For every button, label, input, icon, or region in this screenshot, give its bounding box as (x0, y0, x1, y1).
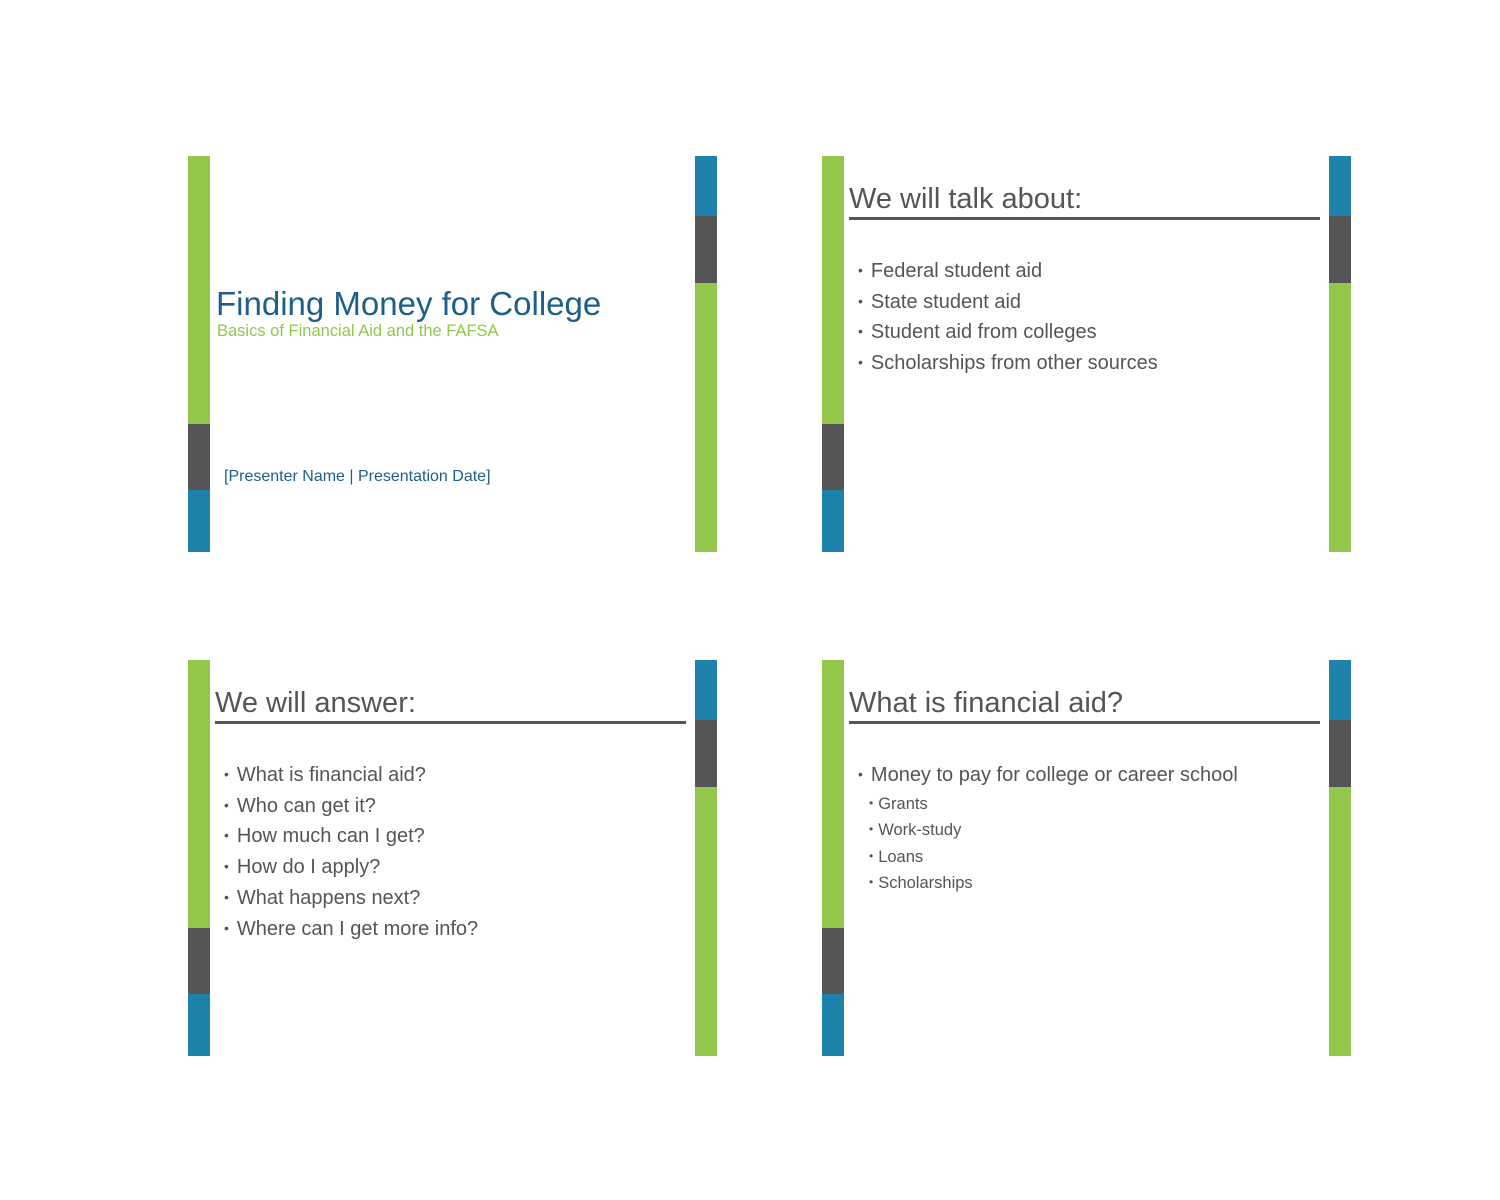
presentation-subtitle: Basics of Financial Aid and the FAFSA (217, 322, 499, 340)
bullet-item: • How much can I get? (224, 822, 478, 853)
bar-segment-gray (695, 216, 717, 283)
bar-segment-blue (695, 156, 717, 216)
bar-segment-blue (695, 660, 717, 720)
bullet-item: • State student aid (858, 288, 1158, 319)
slide-heading: We will talk about: (849, 182, 1320, 220)
bar-segment-green (822, 660, 844, 928)
slide-talk-about (822, 156, 1351, 552)
bar-segment-green (1329, 283, 1351, 552)
sub-bullet-item: • Work-study (858, 818, 1238, 845)
bullet-list (858, 257, 1158, 380)
bar-segment-gray (1329, 216, 1351, 283)
bullet-item: • What happens next? (224, 884, 478, 915)
bar-segment-gray (822, 928, 844, 994)
bullet-item: • What is financial aid? (224, 761, 478, 792)
bar-segment-green (1329, 787, 1351, 1056)
bullet-item: • Money to pay for college or career school (858, 761, 1238, 792)
bullet-item: • Where can I get more info? (224, 915, 478, 946)
bullet-item: • Student aid from colleges (858, 318, 1158, 349)
bar-segment-green (695, 283, 717, 552)
slide-heading: We will answer: (215, 686, 686, 724)
bullet-item: • Who can get it? (224, 792, 478, 823)
sub-bullet-item: • Loans (858, 845, 1238, 872)
sub-bullet-item: • Grants (858, 792, 1238, 819)
bar-segment-blue (1329, 156, 1351, 216)
bar-segment-blue (188, 994, 210, 1056)
bar-segment-gray (188, 928, 210, 994)
slide-heading: What is financial aid? (849, 686, 1320, 724)
bar-segment-gray (1329, 720, 1351, 787)
bullet-list (224, 761, 478, 945)
bar-segment-green (822, 156, 844, 424)
bar-segment-green (188, 156, 210, 424)
bullet-item: • Scholarships from other sources (858, 349, 1158, 380)
slide-what-is-aid (822, 660, 1351, 1056)
bar-segment-green (188, 660, 210, 928)
bar-segment-gray (188, 424, 210, 490)
bullet-item: • Federal student aid (858, 257, 1158, 288)
bar-segment-green (695, 787, 717, 1056)
bullet-list (858, 761, 1238, 898)
bullet-item: • How do I apply? (224, 853, 478, 884)
bar-segment-gray (822, 424, 844, 490)
slide-will-answer (188, 660, 717, 1056)
slide-title (188, 156, 717, 552)
bar-segment-blue (822, 490, 844, 552)
bar-segment-blue (822, 994, 844, 1056)
sub-bullet-item: • Scholarships (858, 871, 1238, 898)
presentation-title: Finding Money for College (216, 285, 602, 322)
presenter-info: [Presenter Name | Presentation Date] (224, 468, 491, 485)
bar-segment-blue (1329, 660, 1351, 720)
bar-segment-gray (695, 720, 717, 787)
bar-segment-blue (188, 490, 210, 552)
